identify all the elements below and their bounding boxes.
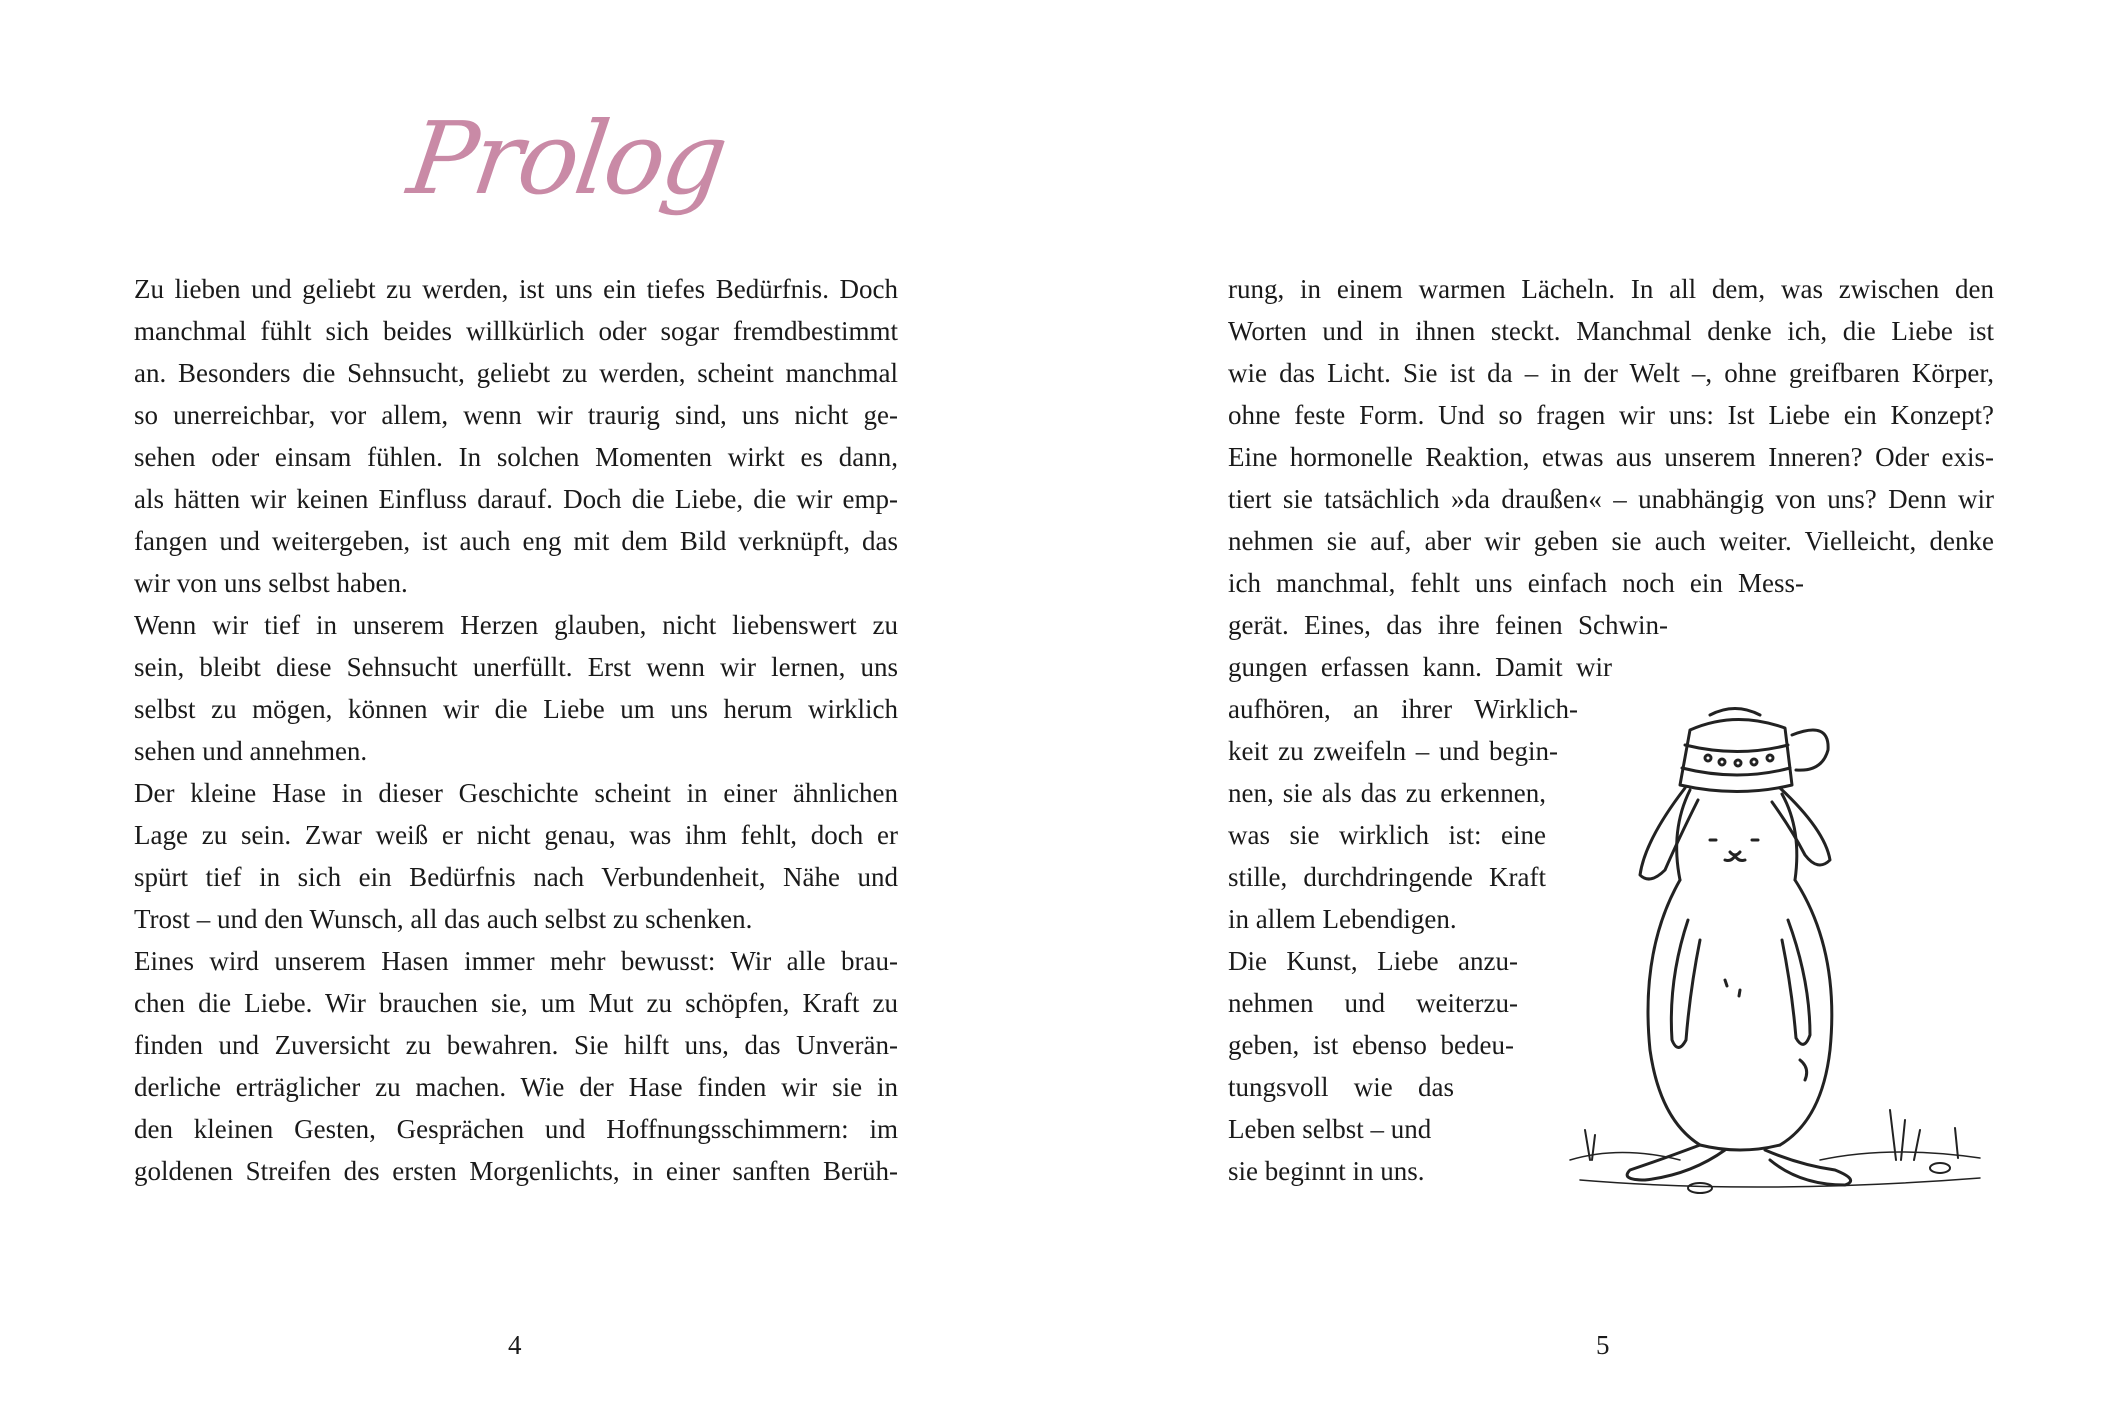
text-line: tiert sie tatsächlich »da draußen« – unabhängig von uns? Denn wir — [1228, 484, 1994, 514]
text-line: wir von uns selbst haben. — [134, 568, 408, 598]
text-line: nehmen und weiterzu- — [1228, 988, 1518, 1018]
text-line: Zu lieben und geliebt zu werden, ist uns ein tiefes Bedürfnis. Doch — [134, 274, 898, 304]
text-line: sie beginnt in uns. — [1228, 1156, 1425, 1186]
text-line: selbst zu mögen, können wir die Liebe um uns herum wirklich — [134, 694, 898, 724]
text-line: stille, durchdringende Kraft — [1228, 862, 1546, 892]
text-line: nen, sie als das zu erkennen, — [1228, 778, 1546, 808]
text-line: sehen oder einsam fühlen. In solchen Momenten wirkt es dann, — [134, 442, 898, 472]
text-line: aufhören, an ihrer Wirklich- — [1228, 694, 1578, 724]
text-line: in allem Lebendigen. — [1228, 904, 1457, 934]
text-line: Trost – und den Wunsch, all das auch selbst zu schenken. — [134, 904, 753, 934]
text-line: nehmen sie auf, aber wir geben sie auch weiter. Vielleicht, denke — [1228, 526, 1994, 556]
chapter-title: Prolog — [401, 100, 732, 217]
text-line: Die Kunst, Liebe anzu- — [1228, 946, 1518, 976]
text-line: Lage zu sein. Zwar weiß er nicht genau, was ihm fehlt, doch er — [134, 820, 898, 850]
page-number-right: 5 — [1596, 1330, 1610, 1360]
text-line: Eine hormonelle Reaktion, etwas aus unserem Inneren? Oder exis- — [1228, 442, 1994, 472]
text-line: den kleinen Gesten, Gesprächen und Hoffnungsschimmern: im — [134, 1114, 898, 1144]
text-line: Leben selbst – und — [1228, 1114, 1432, 1144]
text-line: ich manchmal, fehlt uns einfach noch ein Mess- — [1228, 568, 1804, 598]
text-line: Worten und in ihnen steckt. Manchmal denke ich, die Liebe ist — [1228, 316, 1994, 346]
text-line: fangen und weitergeben, ist auch eng mit dem Bild verknüpft, das — [134, 526, 898, 556]
text-line: als hätten wir keinen Einfluss darauf. Doch die Liebe, die wir emp- — [134, 484, 898, 514]
text-line: wie das Licht. Sie ist da – in der Welt –, ohne greifbaren Körper, — [1228, 358, 1994, 388]
text-line: gerät. Eines, das ihre feinen Schwin- — [1228, 610, 1668, 640]
page-number-left: 4 — [508, 1330, 522, 1360]
text-line: was sie wirklich ist: eine — [1228, 820, 1546, 850]
text-line: goldenen Streifen des ersten Morgenlichts, in einer sanften Berüh- — [134, 1156, 898, 1186]
text-line: Eines wird unserem Hasen immer mehr bewusst: Wir alle brau- — [134, 946, 898, 976]
text-line: chen die Liebe. Wir brauchen sie, um Mut zu schöpfen, Kraft zu — [134, 988, 898, 1018]
text-line: finden und Zuversicht zu bewahren. Sie hilft uns, das Unverän- — [134, 1030, 898, 1060]
bunny-with-teacup-hat-illustration — [1560, 690, 2000, 1200]
text-line: an. Besonders die Sehnsucht, geliebt zu werden, scheint manchmal — [134, 358, 898, 388]
text-line: manchmal fühlt sich beides willkürlich oder sogar fremdbestimmt — [134, 316, 898, 346]
text-line: Der kleine Hase in dieser Geschichte scheint in einer ähnlichen — [134, 778, 898, 808]
text-line: sehen und annehmen. — [134, 736, 368, 766]
text-line: sein, bleibt diese Sehnsucht unerfüllt. Erst wenn wir lernen, uns — [134, 652, 898, 682]
text-line: so unerreichbar, vor allem, wenn wir traurig sind, uns nicht ge- — [134, 400, 898, 430]
text-line: derliche erträglicher zu machen. Wie der Hase finden wir sie in — [134, 1072, 898, 1102]
text-line: rung, in einem warmen Lächeln. In all dem, was zwischen den — [1228, 274, 1994, 304]
text-line: keit zu zweifeln – und begin- — [1228, 736, 1558, 766]
text-line: Wenn wir tief in unserem Herzen glauben, nicht liebenswert zu — [134, 610, 898, 640]
text-line: spürt tief in sich ein Bedürfnis nach Verbundenheit, Nähe und — [134, 862, 898, 892]
text-line: gungen erfassen kann. Damit wir — [1228, 652, 1612, 682]
text-line: tungsvoll wie das — [1228, 1072, 1454, 1102]
text-line: ohne feste Form. Und so fragen wir uns: Ist Liebe ein Konzept? — [1228, 400, 1994, 430]
text-line: geben, ist ebenso bedeu- — [1228, 1030, 1514, 1060]
